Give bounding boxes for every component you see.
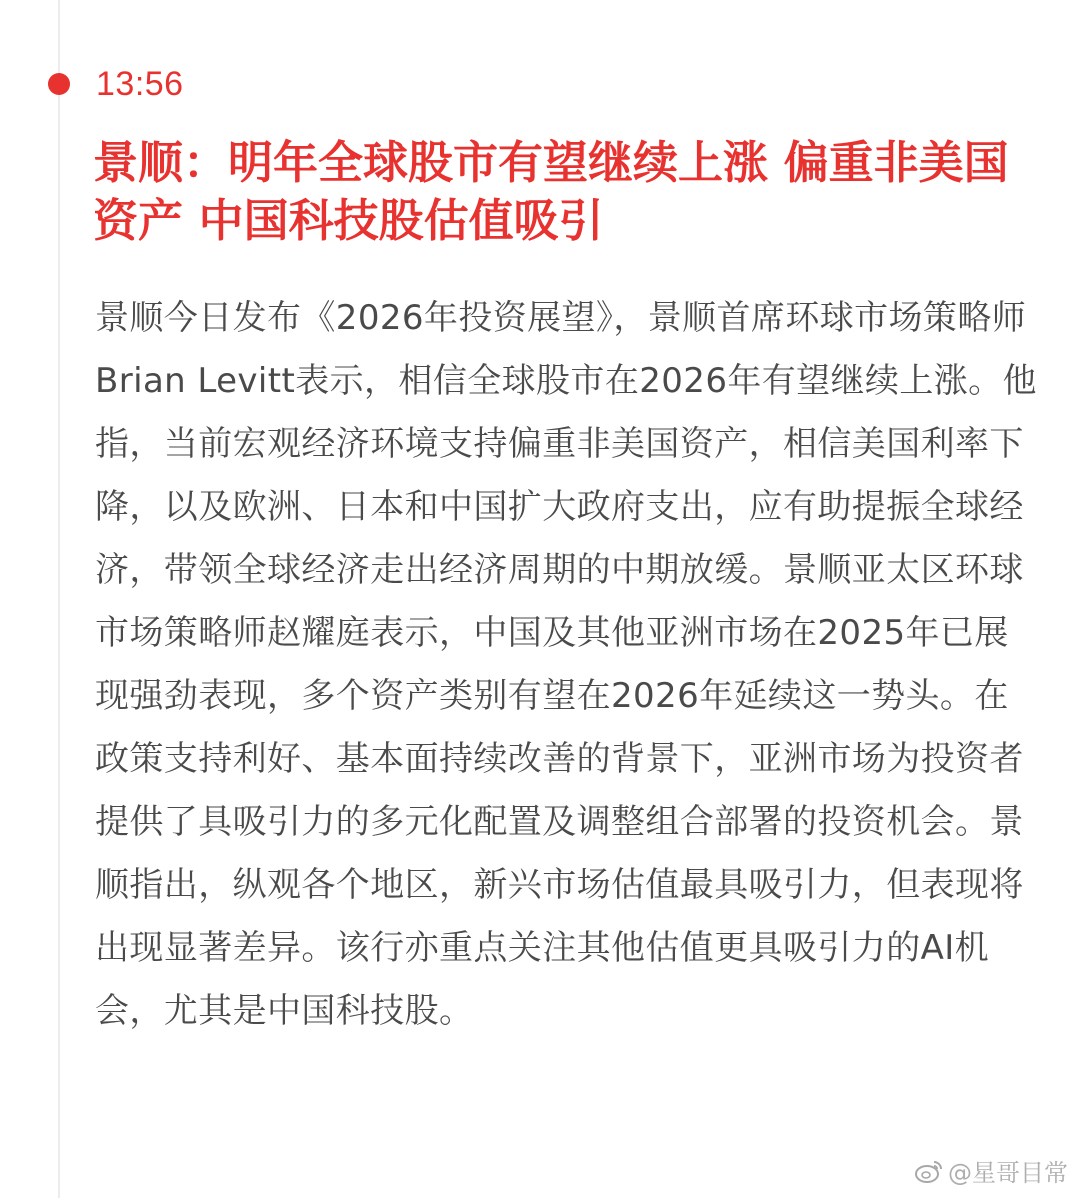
watermark-text: @星哥目常 bbox=[948, 1159, 1068, 1187]
timeline-line bbox=[58, 0, 60, 1198]
news-body: 景顺今日发布《2026年投资展望》，景顺首席环球市场策略师Brian Levitt表示，相信全球股市在2026年有望继续上涨。他指，当前宏观经济环境支持偏重非美国资产，相信美国利率下降，以及欧洲、日本和中国扩大政府支出，应有助提振全球经济，带领全球经济走出经济周期的中期放缓。景顺亚太区环球市场策略师赵耀庭表示，中国及其他亚洲市场在2025年已展现强劲表现，多个资产类别有望在2026年延续这一势头。在政策支持利好、基本面持续改善的背景下，亚洲市场为投资者提供了具吸引力的多元化配置及调整组合部署的投资机会。景顺指出，纵观各个地区，新兴市场估值最具吸引力，但表现将出现显著差异。该行亦重点关注其他估值更具吸引力的AI机会，尤其是中国科技股。 bbox=[95, 298, 1037, 1031]
news-headline[interactable]: 景顺：明年全球股市有望继续上涨 偏重非美国资产 中国科技股估值吸引 bbox=[93, 136, 1009, 247]
timeline-dot bbox=[48, 73, 70, 95]
weibo-icon bbox=[914, 1158, 944, 1184]
news-time: 13:56 bbox=[96, 65, 184, 103]
watermark bbox=[914, 1153, 1068, 1188]
